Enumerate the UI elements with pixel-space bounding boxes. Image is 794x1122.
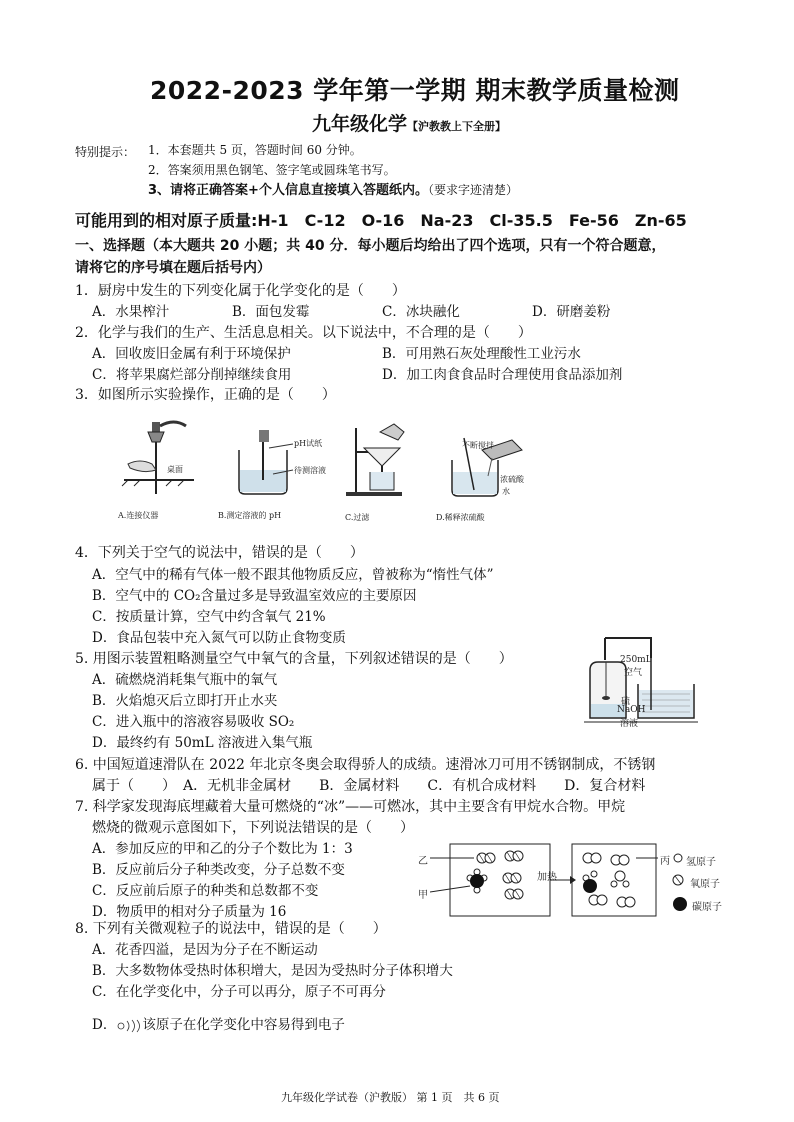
- q8-option-c: C．在化学变化中，分子可以再分，原子不可再分: [92, 984, 386, 1000]
- q3-figure-d-label2: 浓硫酸: [500, 475, 524, 484]
- q8-stem: 8. 下列有关微观粒子的说法中，错误的是（ ）: [75, 921, 387, 937]
- q7-line1: 7. 科学家发现海底埋藏着大量可燃烧的“冰”——可燃冰，其中主要含有甲烷水合物。甲烷: [75, 799, 626, 815]
- q5-figure-label3: 硫: [621, 697, 631, 707]
- q2-stem: 2．化学与我们的生产、生活息息相关。以下说法中，不合理的是（ ）: [75, 325, 532, 341]
- q3-figure-c-caption: C.过滤: [345, 513, 370, 522]
- q7-legend-oxygen: 氧原子: [690, 879, 720, 890]
- q2-option-d: D．加工肉食食品时合理使用食品添加剂: [382, 367, 623, 383]
- q3-figure-c: [338, 422, 418, 500]
- q3-figure-a-caption: A.连接仪器: [118, 511, 159, 520]
- notes-label: 特别提示：: [75, 145, 136, 159]
- q3-stem: 3．如图所示实验操作，正确的是（ ）: [75, 387, 336, 403]
- q7-figure-jia: 甲: [418, 890, 428, 901]
- note-1: 1．本套题共 5 页，答题时间 60 分钟。: [148, 143, 362, 157]
- note-3-bold: 3、请将正确答案+个人信息直接填入答题纸内。: [148, 183, 428, 198]
- q3-figure-b-label2: 待测溶液: [294, 466, 326, 475]
- section1-line2: 请将它的序号填在题后括号内）: [75, 260, 271, 276]
- q7-figure-yi: 乙: [418, 856, 428, 867]
- q7-option-a: A．参加反应的甲和乙的分子个数比为 1：3: [92, 841, 353, 857]
- q1-stem: 1．厨房中发生的下列变化属于化学变化的是（ ）: [75, 283, 406, 299]
- q5-figure-label1: 250mL: [620, 655, 652, 665]
- q3-figure-b-caption: B.测定溶液的 pH: [218, 511, 282, 520]
- page-footer: 九年级化学试卷（沪教版） 第 1 页 共 6 页: [281, 1091, 500, 1104]
- q1-option-b: B．面包发霉: [232, 304, 310, 320]
- q8-option-b: B．大多数物体受热时体积增大，是因为受热时分子体积增大: [92, 963, 453, 979]
- q7-line2: 燃烧的微观示意图如下，下列说法错误的是（ ）: [92, 820, 414, 836]
- q3-figure-b: [233, 430, 343, 500]
- q5-stem: 5. 用图示装置粗略测量空气中氧气的含量，下列叙述错误的是（ ）: [75, 651, 513, 667]
- atom-structure-icon: [116, 1019, 142, 1033]
- exam-subject: [312, 113, 506, 138]
- note-3-rest: （要求字迹清楚）: [427, 183, 518, 197]
- q1-option-d: D．研磨姜粉: [532, 304, 611, 320]
- edition-label: 【沪教教上下全册】: [407, 120, 507, 133]
- q8-option-d-text: 该原子在化学变化中容易得到电子: [142, 1017, 345, 1033]
- q5-figure-label5: 溶液: [620, 719, 639, 729]
- note-2: 2．答案须用黑色钢笔、签字笔或圆珠笔书写。: [148, 163, 396, 177]
- q7-legend-carbon: 碳原子: [692, 902, 722, 913]
- q5-option-c: C．进入瓶中的溶液容易吸收 SO₂: [92, 714, 295, 730]
- q2-option-b: B．可用熟石灰处理酸性工业污水: [382, 346, 581, 362]
- q4-option-b: B．空气中的 CO₂含量过多是导致温室效应的主要原因: [92, 588, 417, 604]
- q1-option-c: C．冰块融化: [382, 304, 460, 320]
- q7-option-d: D．物质甲的相对分子质量为 16: [92, 904, 287, 920]
- q3-figure-d-label3: 水: [502, 487, 510, 496]
- q1-option-a: A．水果榨汁: [92, 304, 170, 320]
- q7-option-b: B．反应前后分子种类改变，分子总数不变: [92, 862, 345, 878]
- subject-name: 九年级化学: [312, 113, 408, 135]
- q8-option-d: [92, 1016, 345, 1034]
- q5-option-d: D．最终约有 50mL 溶液进入集气瓶: [92, 735, 313, 751]
- q5-figure-label4: NaOH: [617, 705, 646, 715]
- q4-option-c: C．按质量计算，空气中约含氧气 21%: [92, 609, 326, 625]
- section1-line1: 一、选择题（本大题共 20 小题；共 40 分．每小题后均给出了四个选项，只有一个符合题意，: [75, 238, 666, 254]
- exam-title: 2022-2023 学年第一学期 期末教学质量检测: [150, 76, 680, 105]
- q8-option-d-prefix: D．: [92, 1017, 117, 1033]
- q2-option-c: C．将苹果腐烂部分削掉继续食用: [92, 367, 292, 383]
- q8-option-a: A．花香四溢，是因为分子在不断运动: [92, 942, 318, 958]
- q3-figure-d-label1: 不断搅拌: [462, 441, 494, 450]
- q7-figure-heat: 加热: [537, 872, 557, 883]
- q5-figure: [580, 630, 700, 730]
- q6-line2: 属于（ ） A．无机非金属材 B．金属材料 C．有机合成材料 D．复合材料: [92, 778, 646, 794]
- q3-figure-d-caption: D.稀释浓硫酸: [436, 513, 485, 522]
- q7-legend-hydrogen: 氢原子: [686, 857, 716, 868]
- q7-option-c: C．反应前后原子的种类和总数都不变: [92, 883, 319, 899]
- q3-figure-a-label: 桌面: [167, 465, 183, 474]
- q7-reaction-diagram: [430, 842, 730, 920]
- q4-option-a: A．空气中的稀有气体一般不跟其他物质反应，曾被称为“惰性气体”: [92, 567, 494, 583]
- q7-figure-bing: 丙: [660, 856, 670, 867]
- q5-option-b: B．火焰熄灭后立即打开止水夹: [92, 693, 278, 709]
- q5-figure-label2: 空气: [624, 668, 643, 678]
- note-3: [148, 181, 518, 200]
- q2-option-a: A．回收废旧金属有利于环境保护: [92, 346, 291, 362]
- q4-stem: 4．下列关于空气的说法中，错误的是（ ）: [75, 545, 364, 561]
- q4-option-d: D．食品包装中充入氮气可以防止食物变质: [92, 630, 346, 646]
- q3-figure-b-label1: pH试纸: [294, 439, 323, 448]
- atomic-masses: 可能用到的相对原子质量:H-1 C-12 O-16 Na-23 Cl-35.5 Fe-56 Zn-65: [75, 211, 687, 230]
- q6-line1: 6. 中国短道速滑队在 2022 年北京冬奥会取得骄人的成绩。速滑冰刀可用不锈钢制成，不锈钢: [75, 757, 656, 773]
- q5-option-a: A．硫燃烧消耗集气瓶中的氧气: [92, 672, 278, 688]
- q3-figure-a: [118, 416, 198, 500]
